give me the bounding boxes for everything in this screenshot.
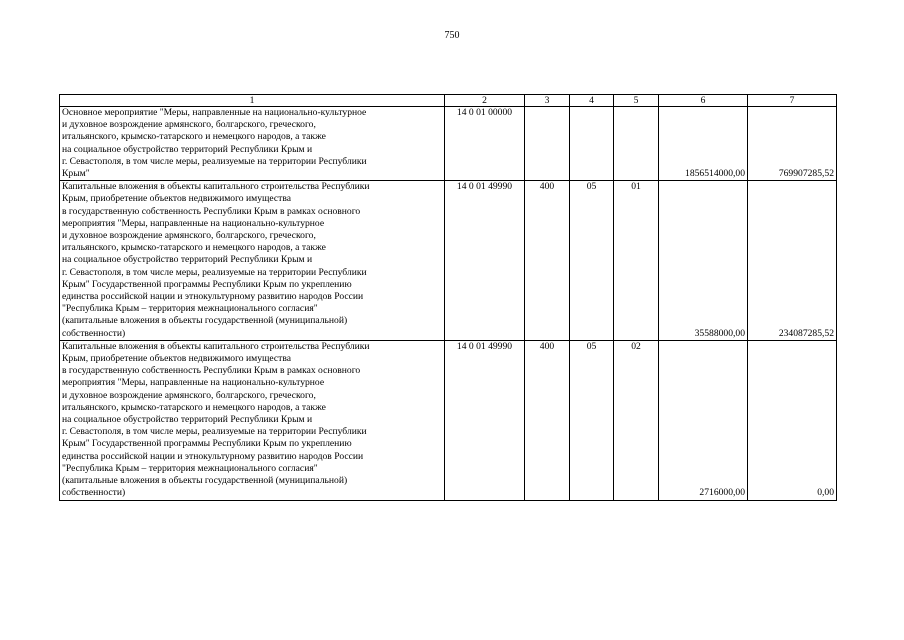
target-article-code: 14 0 01 00000 (445, 107, 525, 181)
column-header: 2 (445, 95, 525, 107)
amount-col-7: 769907285,52 (748, 107, 837, 181)
column-header: 7 (748, 95, 837, 107)
expense-type-code (525, 107, 570, 181)
amount-col-6: 2716000,00 (659, 340, 748, 500)
row-description: Капитальные вложения в объекты капитального строительства Республики Крым, приобретение объектов недвижимого имущества в государственную собственность Республики Крым в рамках основного мероприятия "Меры, направленные на национально-культурное и духовное возрождение армянского, болгарского, греческого, итальянского, крымско-татарского и немецкого народов, а также на социальное обустройство территорий Республики Крым и г. Севастополя, в том числе меры, реализуемые на территории Республики Крым" Государственной программы Республики Крым по укреплению единства российской нации и этнокультурному развитию народов России "Республика Крым – территория межнационального согласия" (капитальные вложения в объекты государственной (муниципальной) собственности) (60, 181, 445, 341)
section-code (570, 107, 614, 181)
table-row (60, 340, 837, 500)
subsection-code (614, 107, 659, 181)
column-header: 3 (525, 95, 570, 107)
target-article-code: 14 0 01 49990 (445, 181, 525, 341)
column-header: 4 (570, 95, 614, 107)
column-header: 5 (614, 95, 659, 107)
amount-col-7: 0,00 (748, 340, 837, 500)
row-description: Капитальные вложения в объекты капитального строительства Республики Крым, приобретение объектов недвижимого имущества в государственную собственность Республики Крым в рамках основного мероприятия "Меры, направленные на национально-культурное и духовное возрождение армянского, болгарского, греческого, итальянского, крымско-татарского и немецкого народов, а также на социальное обустройство территорий Республики Крым и г. Севастополя, в том числе меры, реализуемые на территории Республики Крым" Государственной программы Республики Крым по укреплению единства российской нации и этнокультурному развитию народов России "Республика Крым – территория межнационального согласия" (капитальные вложения в объекты государственной (муниципальной) собственности) (60, 340, 445, 500)
table-header-row (60, 95, 837, 107)
expense-type-code: 400 (525, 181, 570, 341)
table-row (60, 107, 837, 181)
amount-col-6: 1856514000,00 (659, 107, 748, 181)
expense-type-code: 400 (525, 340, 570, 500)
subsection-code: 02 (614, 340, 659, 500)
budget-table (59, 94, 837, 501)
subsection-code: 01 (614, 181, 659, 341)
amount-col-7: 234087285,52 (748, 181, 837, 341)
target-article-code: 14 0 01 49990 (445, 340, 525, 500)
table-row (60, 181, 837, 341)
section-code: 05 (570, 340, 614, 500)
column-header: 6 (659, 95, 748, 107)
column-header: 1 (60, 95, 445, 107)
amount-col-6: 35588000,00 (659, 181, 748, 341)
page-number: 750 (444, 30, 460, 41)
section-code: 05 (570, 181, 614, 341)
row-description: Основное мероприятие "Меры, направленные на национально-культурное и духовное возрождение армянского, болгарского, греческого, итальянского, крымско-татарского и немецкого народов, а также на социальное обустройство территорий Республики Крым и г. Севастополя, в том числе меры, реализуемые на территории Республики Крым" (60, 107, 445, 181)
